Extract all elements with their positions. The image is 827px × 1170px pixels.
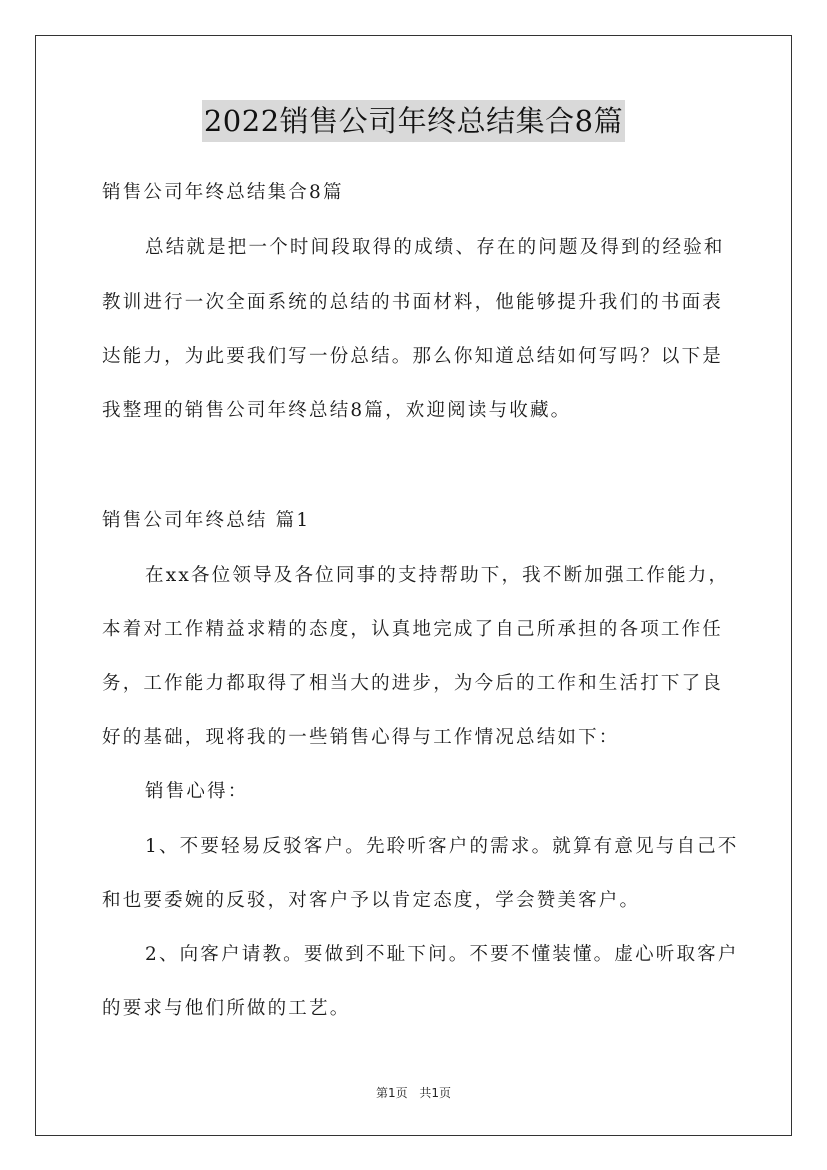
page-number-total: 共1页 — [419, 1086, 452, 1100]
title-container — [0, 100, 827, 142]
subtitle: 销售公司年终总结集合8篇 — [102, 182, 344, 203]
body-line: 务，工作能力都取得了相当大的进步，为今后的工作和生活打下了良 — [102, 673, 724, 694]
body-line: 和也要委婉的反驳，对客户予以肯定态度，学会赞美客户。 — [102, 890, 641, 911]
section-heading: 销售公司年终总结 篇1 — [102, 510, 311, 531]
body-line: 1、不要轻易反驳客户。先聆听客户的需求。就算有意见与自己不 — [145, 836, 739, 857]
intro-line: 总结就是把一个时间段取得的成绩、存在的问题及得到的经验和 — [145, 237, 725, 258]
intro-line: 我整理的销售公司年终总结8篇，欢迎阅读与收藏。 — [102, 400, 572, 421]
page-footer — [0, 1084, 827, 1101]
document-title: 2022销售公司年终总结集合8篇 — [202, 100, 625, 142]
page-number-current: 第1页 — [375, 1086, 408, 1100]
body-line: 在xx各位领导及各位同事的支持帮助下，我不断加强工作能力， — [145, 565, 730, 586]
body-line: 好的基础，现将我的一些销售心得与工作情况总结如下： — [102, 727, 620, 748]
body-line: 的要求与他们所做的工艺。 — [102, 998, 351, 1019]
intro-line: 达能力，为此要我们写一份总结。那么你知道总结如何写吗？以下是 — [102, 346, 724, 367]
intro-line: 教训进行一次全面系统的总结的书面材料，他能够提升我们的书面表 — [102, 292, 724, 313]
body-line: 销售心得： — [145, 781, 249, 802]
body-line: 本着对工作精益求精的态度，认真地完成了自己所承担的各项工作任 — [102, 619, 724, 640]
body-line: 2、向客户请教。要做到不耻下问。不要不懂装懂。虚心听取客户 — [145, 944, 739, 965]
